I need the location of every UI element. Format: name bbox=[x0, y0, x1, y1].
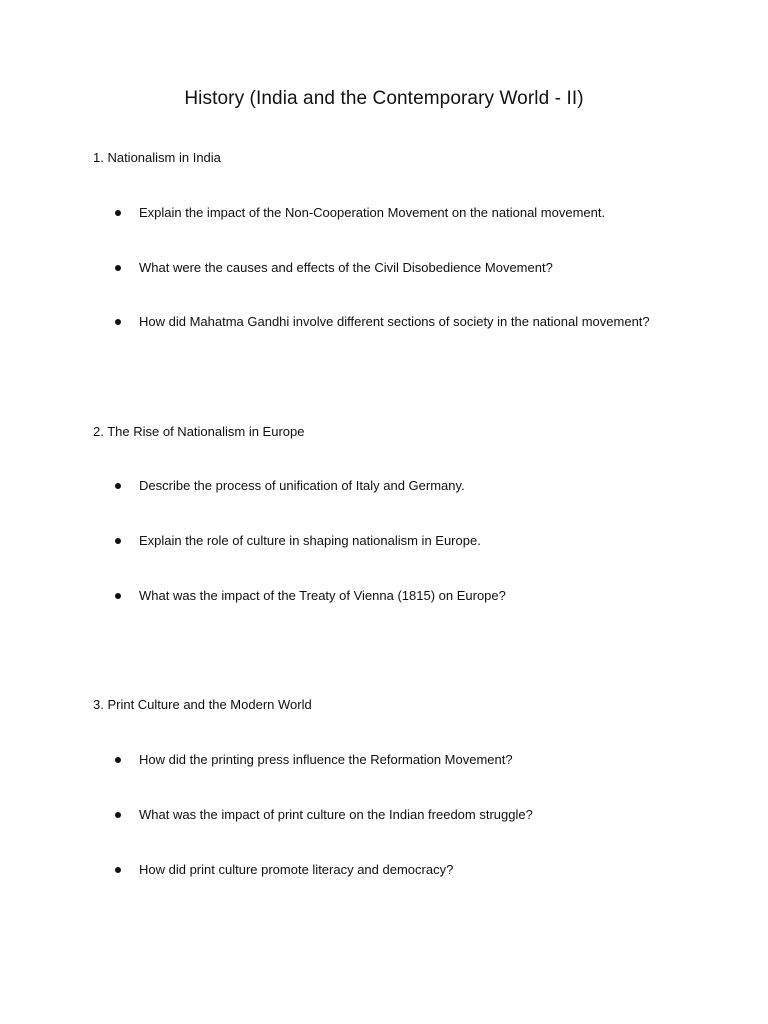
question-text: Explain the role of culture in shaping nationalism in Europe. bbox=[139, 533, 481, 548]
question-item bbox=[114, 259, 553, 277]
bullet-icon bbox=[115, 757, 121, 763]
section-heading-nationalism-in-india: 1. Nationalism in India bbox=[93, 150, 221, 165]
bullet-icon bbox=[115, 593, 121, 599]
question-item bbox=[114, 587, 506, 605]
question-item bbox=[114, 532, 481, 550]
document-title: History (India and the Contemporary World - II) bbox=[184, 88, 584, 109]
question-text: Explain the impact of the Non-Cooperation Movement on the national movement. bbox=[139, 205, 606, 220]
question-item bbox=[114, 204, 605, 222]
question-item bbox=[114, 477, 465, 495]
bullet-icon bbox=[115, 538, 121, 544]
question-text: How did the printing press influence the Reformation Movement? bbox=[139, 752, 513, 767]
question-text: What was the impact of print culture on the Indian freedom struggle? bbox=[139, 807, 533, 822]
question-item bbox=[114, 751, 513, 769]
section-heading-print-culture: 3. Print Culture and the Modern World bbox=[93, 697, 312, 712]
question-item bbox=[114, 313, 650, 331]
bullet-icon bbox=[115, 867, 121, 873]
question-text: What was the impact of the Treaty of Vienna (1815) on Europe? bbox=[139, 588, 506, 603]
section-heading-rise-of-nationalism-in-europe: 2. The Rise of Nationalism in Europe bbox=[93, 424, 305, 439]
question-text: Describe the process of unification of Italy and Germany. bbox=[139, 478, 465, 493]
question-item bbox=[114, 861, 453, 879]
question-text: How did print culture promote literacy and democracy? bbox=[139, 862, 454, 877]
bullet-icon bbox=[115, 265, 121, 271]
bullet-icon bbox=[115, 483, 121, 489]
bullet-icon bbox=[115, 812, 121, 818]
bullet-icon bbox=[115, 210, 121, 216]
bullet-icon bbox=[115, 319, 121, 325]
question-text: How did Mahatma Gandhi involve different sections of society in the national movement? bbox=[139, 314, 650, 329]
question-text: What were the causes and effects of the Civil Disobedience Movement? bbox=[139, 260, 553, 275]
question-item bbox=[114, 806, 533, 824]
